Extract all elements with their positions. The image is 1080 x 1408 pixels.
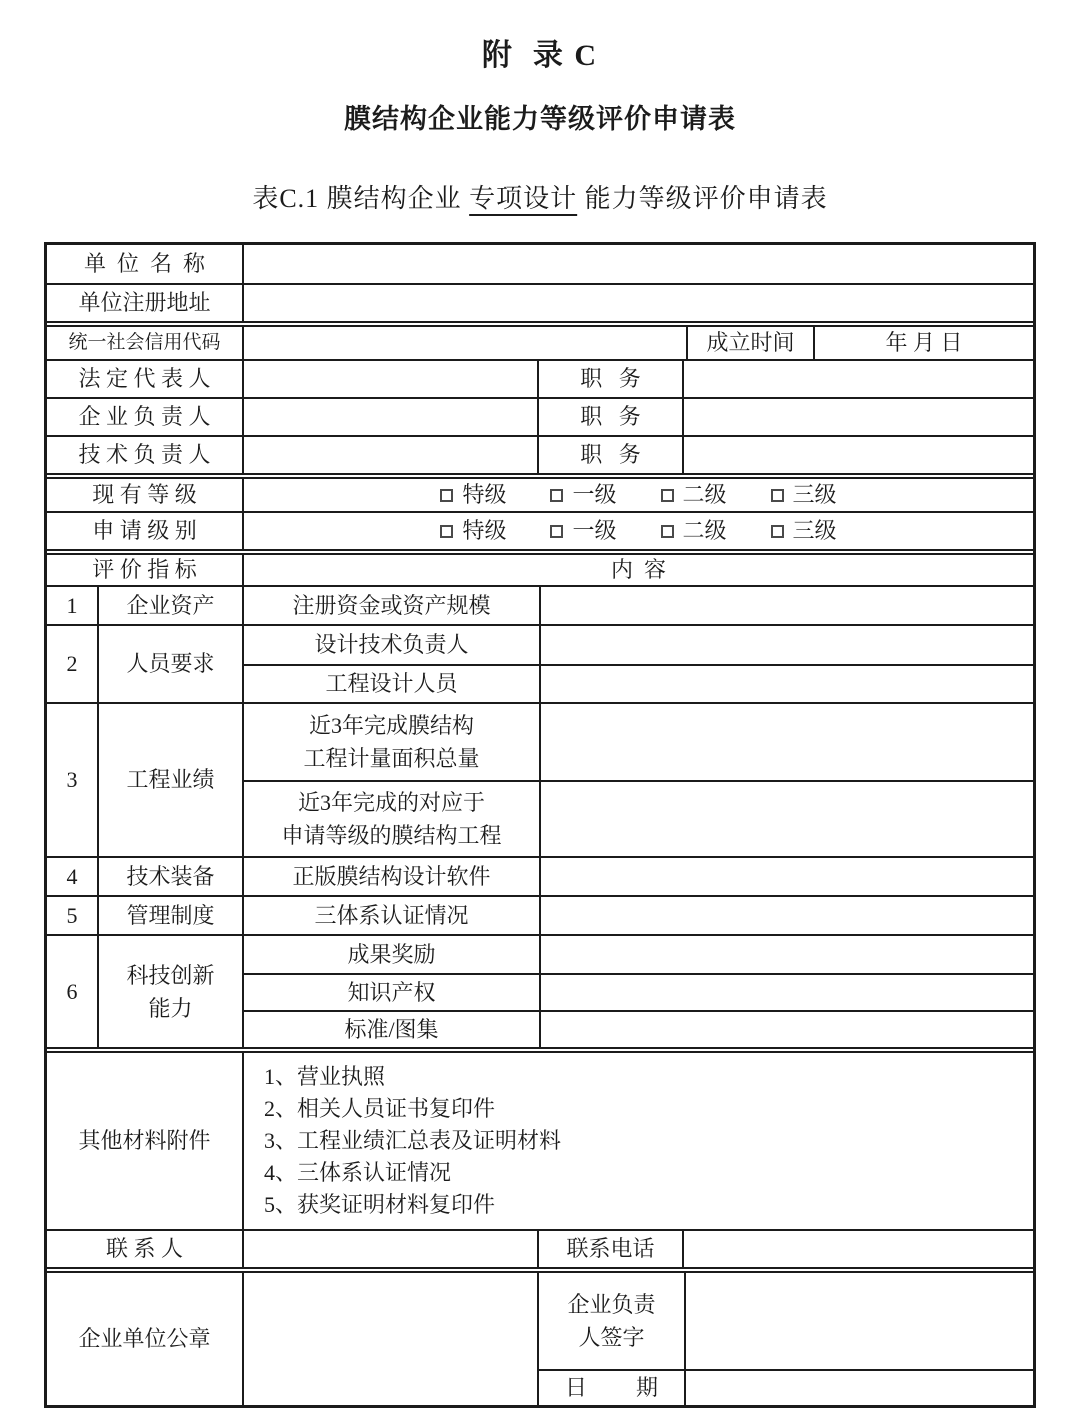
- attachment-item: 1、营业执照: [264, 1064, 386, 1089]
- criterion-label: 知识产权: [347, 979, 436, 1005]
- date-subrow: [539, 1369, 1033, 1405]
- apply-level-options: [242, 513, 1033, 549]
- contact-phone-label: 联系电话: [537, 1231, 682, 1267]
- criterion-content-field[interactable]: [539, 858, 1033, 895]
- indicator-item-row: [244, 780, 1033, 856]
- indicator-number: 2: [66, 651, 78, 676]
- seal-field[interactable]: [242, 1273, 537, 1405]
- current-level-row: [47, 473, 1033, 511]
- attachments-list: [242, 1053, 1033, 1229]
- legal-rep-field[interactable]: [242, 361, 537, 397]
- content-header-label: 内 容: [242, 555, 1033, 585]
- table-caption: [0, 178, 1080, 215]
- criterion-label: [244, 704, 539, 780]
- level-option-label: 二级: [682, 482, 727, 507]
- enterprise-head-duty-field[interactable]: [682, 399, 1033, 435]
- current-level-option[interactable]: [440, 480, 506, 510]
- indicator-row-2: [47, 624, 1033, 702]
- criterion-content-field[interactable]: [539, 975, 1033, 1010]
- indicator-number: 1: [66, 592, 78, 618]
- contact-phone-field[interactable]: [682, 1231, 1033, 1267]
- current-level-option[interactable]: [661, 480, 727, 510]
- legal-rep-duty-label: 职 务: [537, 361, 682, 397]
- unit-address-label: 单位注册地址: [78, 290, 211, 315]
- indicator-items: [242, 858, 1033, 895]
- criterion-content-field[interactable]: [539, 666, 1033, 702]
- indicator-row-1: [47, 585, 1033, 624]
- attachment-item: 4、三体系认证情况: [264, 1160, 452, 1185]
- criterion-content-field[interactable]: [539, 782, 1033, 856]
- criterion-label: 三体系认证情况: [314, 902, 469, 928]
- level-option-label: 三级: [792, 518, 837, 543]
- criterion-content-field[interactable]: [539, 626, 1033, 664]
- tech-head-label: 技 术 负 责 人: [78, 442, 211, 467]
- indicator-item-row: [244, 858, 1033, 895]
- attachment-item: 3、工程业绩汇总表及证明材料: [264, 1128, 562, 1153]
- date-label-char: 期: [635, 1375, 658, 1400]
- indicator-number: 4: [66, 863, 78, 889]
- tech-head-field[interactable]: [242, 437, 537, 473]
- checkbox-icon[interactable]: [550, 489, 563, 502]
- indicator-items: [242, 626, 1033, 702]
- checkbox-icon[interactable]: [440, 489, 453, 502]
- checkbox-icon[interactable]: [771, 525, 784, 538]
- tech-head-row: [47, 435, 1033, 473]
- appendix-title: 附 录 C: [481, 39, 599, 72]
- indicator-item-row: [244, 1010, 1033, 1047]
- level-option-label: 一级: [572, 518, 617, 543]
- criterion-label: 标准/图集: [344, 1016, 439, 1042]
- indicator-item-row: [244, 897, 1033, 934]
- attachments-label: 其他材料附件: [78, 1128, 211, 1153]
- unit-name-row: [47, 245, 1033, 283]
- level-option-label: 特级: [462, 482, 507, 507]
- attachments-row: [47, 1047, 1033, 1229]
- tech-head-duty-label: 职 务: [537, 437, 682, 473]
- indicator-name: 人员要求: [97, 626, 242, 702]
- caption-prefix: 表C.1 膜结构企业: [252, 184, 470, 213]
- seal-label: 企业单位公章: [78, 1326, 211, 1351]
- indicator-items: [242, 897, 1033, 934]
- criterion-label: 设计技术负责人: [314, 632, 469, 657]
- unit-address-field[interactable]: [242, 285, 1033, 321]
- criterion-line: 申请等级的膜结构工程: [281, 823, 502, 848]
- current-level-option[interactable]: [771, 480, 837, 510]
- credit-code-field[interactable]: [242, 327, 686, 359]
- unit-name-label: 单 位 名 称: [83, 251, 205, 276]
- indicator-items: [242, 587, 1033, 624]
- signature-label: [539, 1273, 684, 1369]
- established-label: 成立时间: [686, 327, 813, 359]
- credit-code-row: [47, 321, 1033, 359]
- apply-level-option[interactable]: [550, 516, 616, 546]
- indicator-item-row: [244, 587, 1033, 624]
- criterion-content-field[interactable]: [539, 1012, 1033, 1047]
- indicator-row-4: [47, 856, 1033, 895]
- indicator-row-3: [47, 702, 1033, 856]
- signature-section: [537, 1273, 1033, 1405]
- signature-label-line: 企业负责: [567, 1292, 656, 1317]
- indicator-name-line: 能力: [148, 995, 193, 1021]
- contact-field[interactable]: [242, 1231, 537, 1267]
- criterion-label: 工程设计人员: [325, 671, 458, 696]
- apply-level-option[interactable]: [440, 516, 506, 546]
- unit-name-field[interactable]: [242, 245, 1033, 283]
- criterion-content-field[interactable]: [539, 936, 1033, 973]
- indicator-name-line: 科技创新: [126, 962, 215, 988]
- indicator-name: [97, 936, 242, 1047]
- checkbox-icon[interactable]: [661, 489, 674, 502]
- caption-suffix: 能力等级评价申请表: [577, 184, 828, 213]
- indicator-name: 工程业绩: [97, 704, 242, 856]
- enterprise-head-row: [47, 397, 1033, 435]
- enterprise-head-label: 企 业 负 责 人: [78, 404, 211, 429]
- indicator-row-5: [47, 895, 1033, 934]
- application-form-table: [44, 242, 1036, 1408]
- current-level-option[interactable]: [550, 480, 616, 510]
- enterprise-head-duty-label: 职 务: [537, 399, 682, 435]
- legal-rep-duty-field[interactable]: [682, 361, 1033, 397]
- signature-label-line: 人签字: [578, 1325, 645, 1350]
- criterion-content-field[interactable]: [539, 587, 1033, 624]
- indicator-items: [242, 704, 1033, 856]
- attachment-item: 2、相关人员证书复印件: [264, 1096, 496, 1121]
- indicator-item-row: [244, 973, 1033, 1010]
- evaluation-header-row: [47, 549, 1033, 585]
- criterion-label: 正版膜结构设计软件: [292, 863, 491, 889]
- indicator-item-row: [244, 704, 1033, 780]
- contact-label: 联 系 人: [105, 1236, 183, 1261]
- checkbox-icon[interactable]: [550, 525, 563, 538]
- signature-subrow: [539, 1273, 1033, 1369]
- apply-level-option[interactable]: [771, 516, 837, 546]
- credit-code-label: 统一社会信用代码: [68, 332, 221, 353]
- criterion-content-field[interactable]: [539, 704, 1033, 780]
- indicator-number: 3: [66, 767, 78, 792]
- date-label-char: 日: [565, 1375, 588, 1400]
- criterion-label: 成果奖励: [347, 941, 436, 967]
- criterion-line: 近3年完成膜结构: [308, 713, 474, 738]
- criterion-content-field[interactable]: [539, 897, 1033, 934]
- checkbox-icon[interactable]: [771, 489, 784, 502]
- criterion-label: [244, 782, 539, 856]
- signature-field[interactable]: [684, 1273, 1033, 1369]
- indicator-name: 技术装备: [97, 858, 242, 895]
- criterion-label: 注册资金或资产规模: [292, 592, 491, 618]
- current-level-options: [242, 479, 1033, 511]
- checkbox-icon[interactable]: [440, 525, 453, 538]
- current-level-label: 现 有 等 级: [92, 482, 197, 507]
- apply-level-label: 申 请 级 别: [92, 518, 197, 543]
- caption-underlined-text: 专项设计: [469, 184, 578, 213]
- indicator-number: 5: [66, 902, 78, 928]
- indicator-items: [242, 936, 1033, 1047]
- level-option-label: 二级: [682, 518, 727, 543]
- apply-level-row: [47, 511, 1033, 549]
- established-date-field[interactable]: 年 月 日: [813, 327, 1033, 359]
- indicator-row-6: [47, 934, 1033, 1047]
- indicator-name: 管理制度: [97, 897, 242, 934]
- apply-level-option[interactable]: [661, 516, 727, 546]
- level-option-label: 特级: [462, 518, 507, 543]
- legal-rep-label: 法 定 代 表 人: [78, 366, 211, 391]
- criterion-line: 工程计量面积总量: [303, 746, 480, 771]
- indicator-name: 企业资产: [97, 587, 242, 624]
- enterprise-head-field[interactable]: [242, 399, 537, 435]
- level-option-label: 三级: [792, 482, 837, 507]
- seal-row: [47, 1267, 1033, 1405]
- contact-row: [47, 1229, 1033, 1267]
- date-field[interactable]: [684, 1371, 1033, 1405]
- attachment-item: 5、获奖证明材料复印件: [264, 1192, 496, 1217]
- indicator-item-row: [244, 626, 1033, 664]
- indicator-header-label: 评 价 指 标: [92, 557, 197, 582]
- indicator-item-row: [244, 664, 1033, 702]
- form-title: 膜结构企业能力等级评价申请表: [344, 104, 736, 134]
- indicator-number: 6: [66, 978, 78, 1004]
- date-label: [539, 1371, 684, 1405]
- checkbox-icon[interactable]: [661, 525, 674, 538]
- indicator-item-row: [244, 936, 1033, 973]
- level-option-label: 一级: [572, 482, 617, 507]
- legal-rep-row: [47, 359, 1033, 397]
- criterion-line: 近3年完成的对应于: [297, 790, 485, 815]
- unit-address-row: [47, 283, 1033, 321]
- tech-head-duty-field[interactable]: [682, 437, 1033, 473]
